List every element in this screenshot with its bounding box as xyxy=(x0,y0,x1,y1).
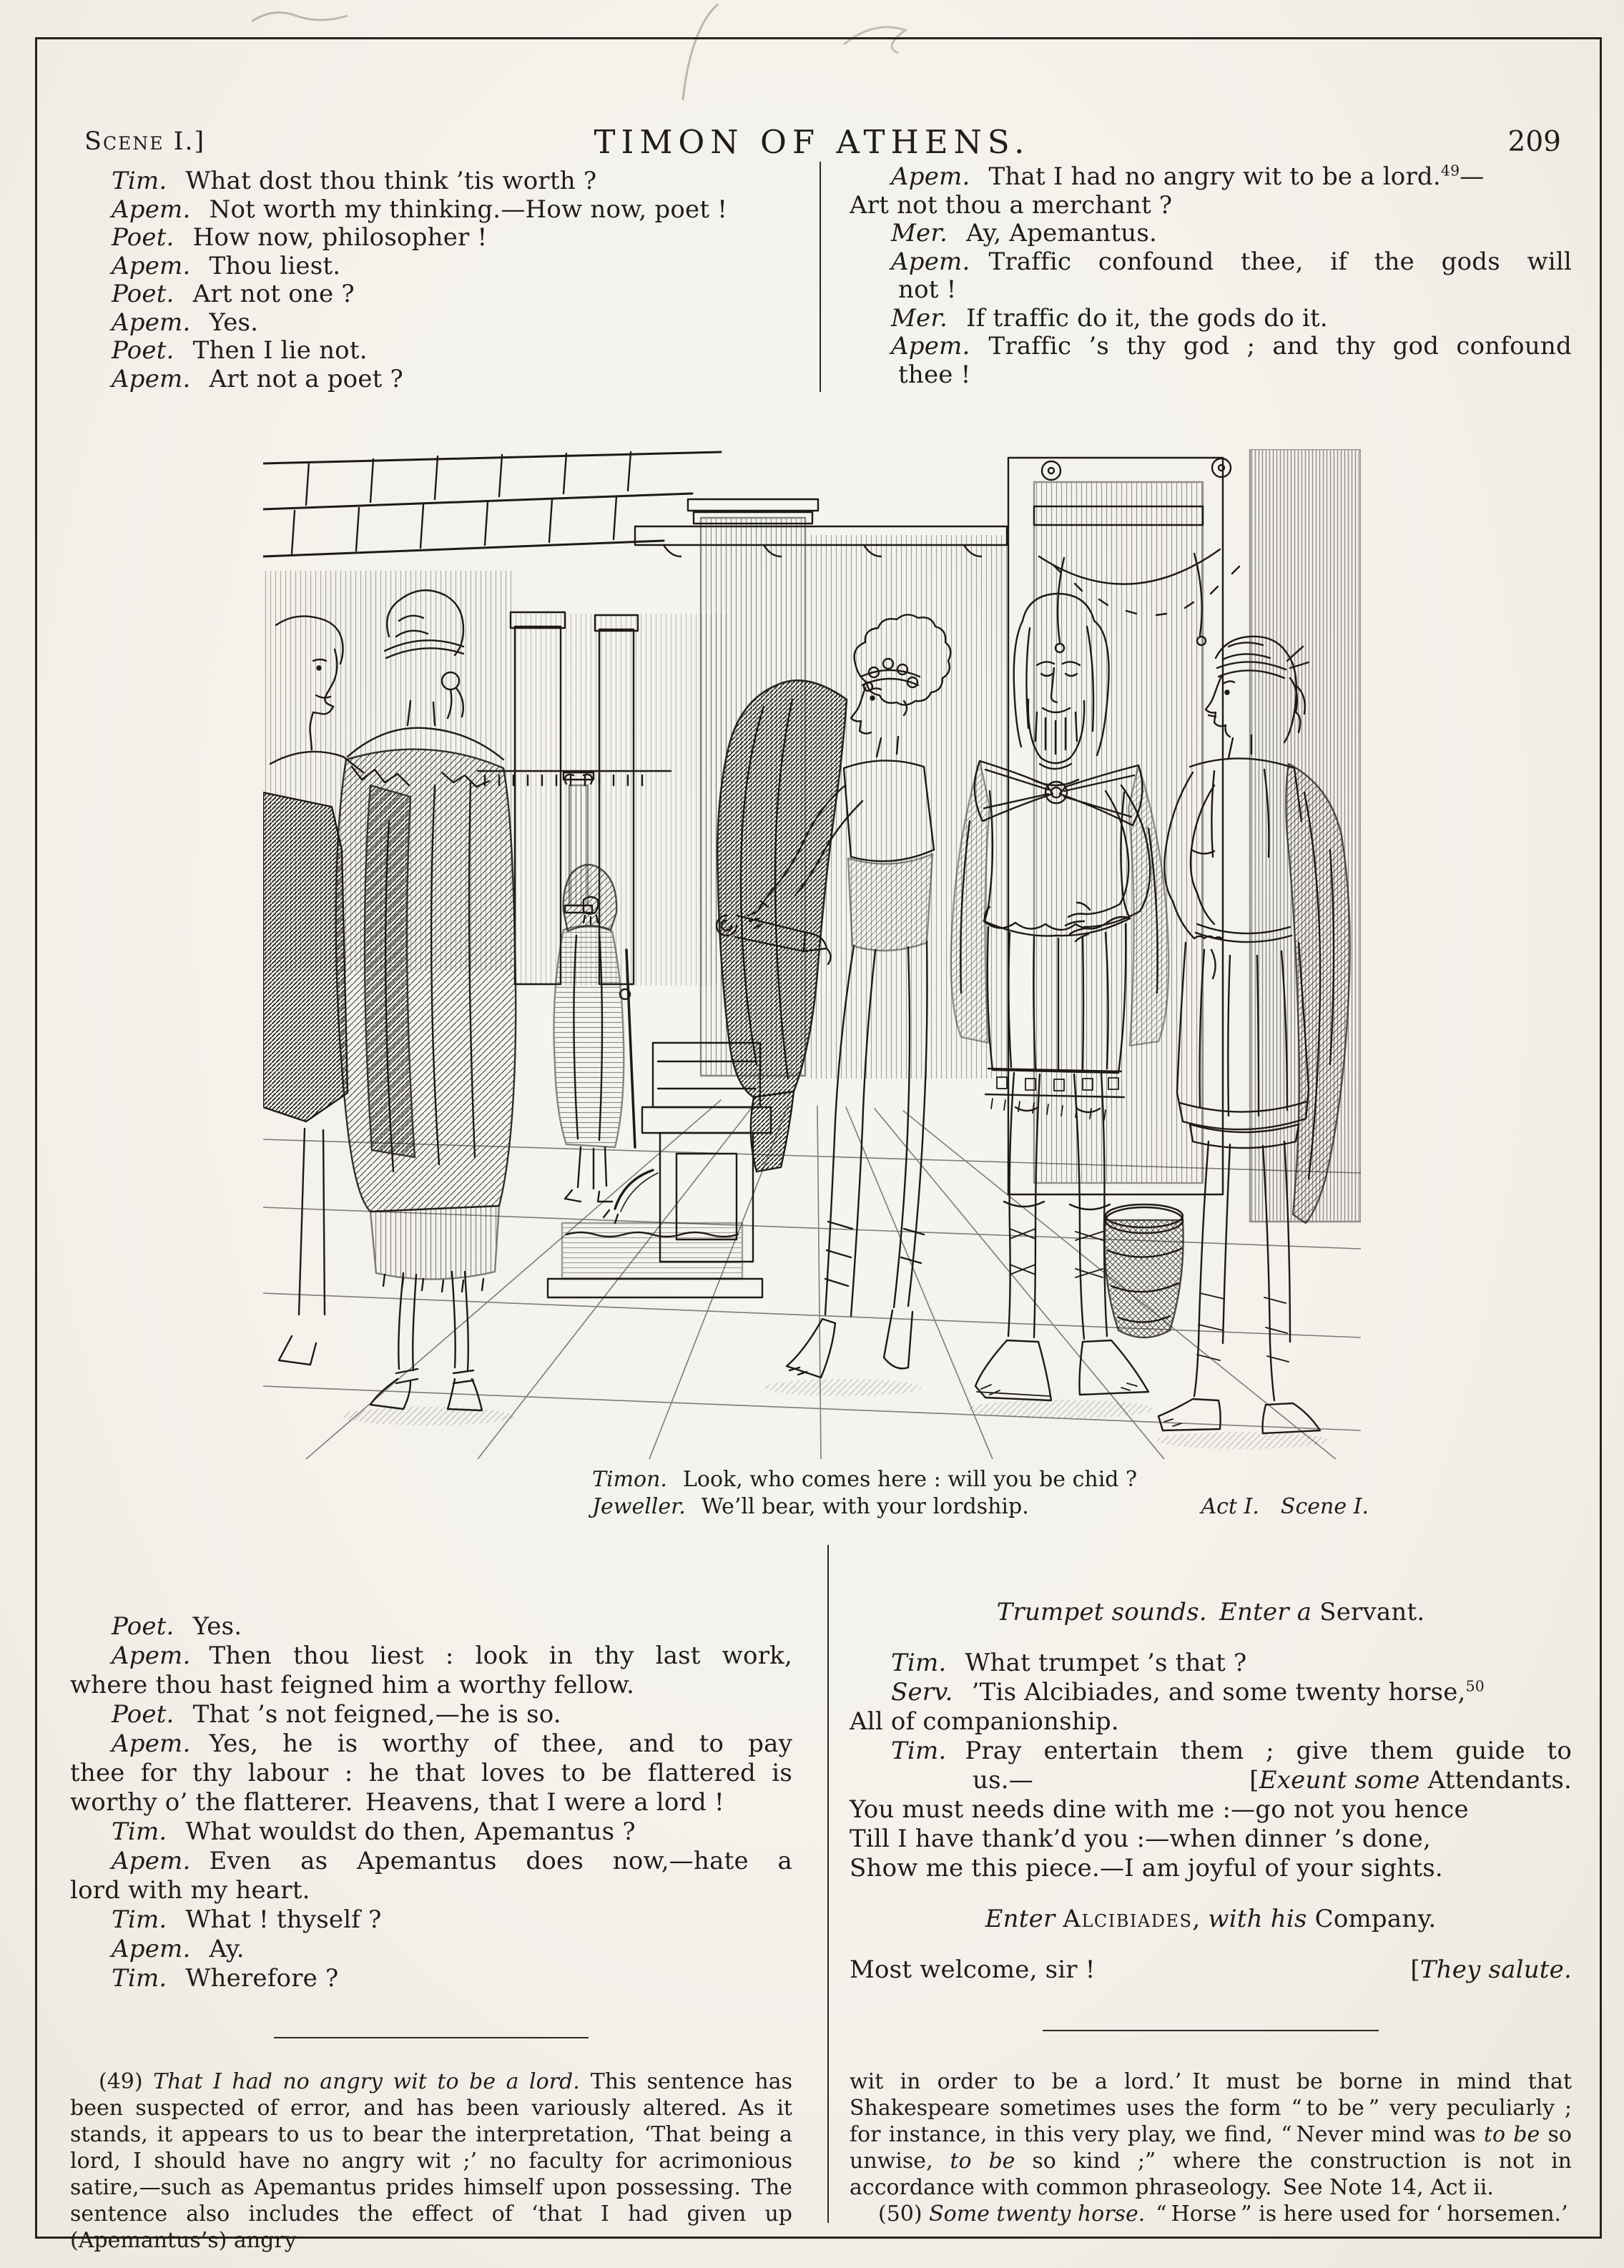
footnote-column-right xyxy=(850,2068,1572,2227)
text-line: Tim. What ! thyself ? xyxy=(112,1905,382,1934)
text-line: thee ! xyxy=(898,360,971,389)
text-line: (50) Some twenty horse. “ Horse ” is here used for ‘ horsemen.’ xyxy=(878,2201,1568,2227)
stage-direction: [Exeunt some Attendants. xyxy=(1249,1766,1572,1795)
text-line: Apem. Art not a poet ? xyxy=(112,364,403,393)
text-line: Apem. Thou liest. xyxy=(112,251,341,280)
text-line: Tim. What dost thou think ’tis worth ? xyxy=(112,167,597,195)
footnote-column-left xyxy=(70,2068,792,2254)
text-line: Poet. Art not one ? xyxy=(112,280,355,308)
basket xyxy=(1105,1204,1183,1337)
text-line: not ! xyxy=(898,275,957,304)
text-line: Apem. Not worth my thinking.—How now, poet ! xyxy=(112,195,728,224)
text-line: Till I have thank’d you :—when dinner ’s done, xyxy=(850,1825,1431,1853)
text-line: Show me this piece.—I am joyful of your sights. xyxy=(850,1854,1443,1882)
page-title: TIMON OF ATHENS. xyxy=(594,123,1030,161)
footnote-separator-right xyxy=(1043,2030,1379,2031)
text-line: Apem. Yes. xyxy=(112,308,259,337)
text-line: thee for thy labour : he that loves to be flattered is xyxy=(70,1759,792,1787)
spacer xyxy=(850,1627,1572,1649)
text-line: Mer. If traffic do it, the gods do it. xyxy=(891,303,1328,333)
text-line: Tim. What trumpet ’s that ? xyxy=(891,1649,1247,1677)
text-line: Apem. Ay. xyxy=(112,1935,245,1963)
stage-direction: Act I. Scene I. xyxy=(1201,1494,1369,1519)
text-line: Apem. Even as Apemantus does now,—hate a xyxy=(112,1847,792,1875)
dialogue-column-bottom-right xyxy=(850,1598,1572,1985)
illustration-caption xyxy=(592,1466,1369,1521)
text-line: You must needs dine with me :—go not you hence xyxy=(850,1795,1469,1824)
text-line: where thou hast feigned him a worthy fellow. xyxy=(70,1671,634,1699)
text-line: Art not thou a merchant ? xyxy=(850,190,1173,220)
engraving-illustration xyxy=(263,449,1361,1459)
text-line: wit in order to be a lord.’ It must be borne in mind that Shakespeare sometimes uses the form “ to be ” very peculiarly ; for instance, in this very play, we find, “ Never mind was to be so unwise, to be so kind ;” where the construction is not in accordance with common phraseology. See Note 14, Act ii. xyxy=(850,2069,1572,2200)
dialogue-column-top-right xyxy=(850,163,1572,389)
text-line: Poet. How now, philosopher ! xyxy=(112,223,488,252)
text-line: Apem. Traffic confound thee, if the gods will xyxy=(891,247,1572,276)
dialogue-column-bottom-left xyxy=(70,1612,792,1993)
text-line: Tim. Pray entertain them ; give them guide to xyxy=(891,1737,1572,1765)
text-line: Timon. Look, who comes here : will you be chid ? xyxy=(592,1467,1138,1492)
text-line: All of companionship. xyxy=(850,1707,1119,1736)
spacer xyxy=(850,1883,1572,1905)
text-line: Trumpet sounds. Enter a Servant. xyxy=(996,1598,1425,1626)
text-line: (49) That I had no angry wit to be a lord. This sentence has been suspected of error, and has been variously altered. As it stands, it appears to us to bear the interpretation, ‘That being a lord, I should have no angry wit ;’ no faculty for acrimonious satire,—such as Apemantus prides himself upon possessing. The sentence also includes the effect of ‘that I had given up (Apemantus’s) angry xyxy=(70,2069,792,2253)
text-line: Poet. Then I lie not. xyxy=(112,336,368,365)
dialogue-column-top-left xyxy=(70,167,792,393)
column-divider-top xyxy=(820,162,821,392)
text-line: Apem. That I had no angry wit to be a lord.$^{49}$— xyxy=(891,162,1485,191)
text-line: Apem. Yes, he is worthy of thee, and to pay xyxy=(112,1729,792,1758)
running-scene-label: Scene I.] xyxy=(84,127,206,156)
text-line: Tim. Wherefore ? xyxy=(112,1964,339,1993)
text-line: us.— [Exeunt some Attendants. xyxy=(973,1766,1572,1795)
stage-direction: [They salute. xyxy=(1410,1955,1572,1984)
text-line: Apem. Then thou liest : look in thy last work, xyxy=(112,1641,792,1670)
column-divider-bottom xyxy=(827,1545,829,2223)
text-line: Mer. Ay, Apemantus. xyxy=(891,219,1158,247)
spacer xyxy=(850,1934,1572,1955)
text-line: worthy o’ the flatterer. Heavens, that I were a lord ! xyxy=(70,1788,724,1817)
text-line: Most welcome, sir ! [They salute. xyxy=(850,1955,1572,1984)
text-line: lord with my heart. xyxy=(70,1876,310,1905)
text-line: Poet. Yes. xyxy=(112,1612,242,1641)
text-line: Tim. What wouldst do then, Apemantus ? xyxy=(112,1817,636,1846)
text-line: Enter Alcibiades, with his Company. xyxy=(985,1905,1437,1933)
text-line: Poet. That ’s not feigned,—he is so. xyxy=(112,1700,561,1729)
text-line: Apem. Traffic ’s thy god ; and thy god confound xyxy=(891,332,1572,360)
footnote-separator-left xyxy=(274,2037,589,2038)
page-number: 209 xyxy=(1507,126,1561,158)
text-line: Serv. ’Tis Alcibiades, and some twenty horse,$^{50}$ xyxy=(891,1677,1485,1707)
text-line: Jeweller. We’ll bear, with your lordship. Act I. Scene I. xyxy=(592,1494,1369,1519)
